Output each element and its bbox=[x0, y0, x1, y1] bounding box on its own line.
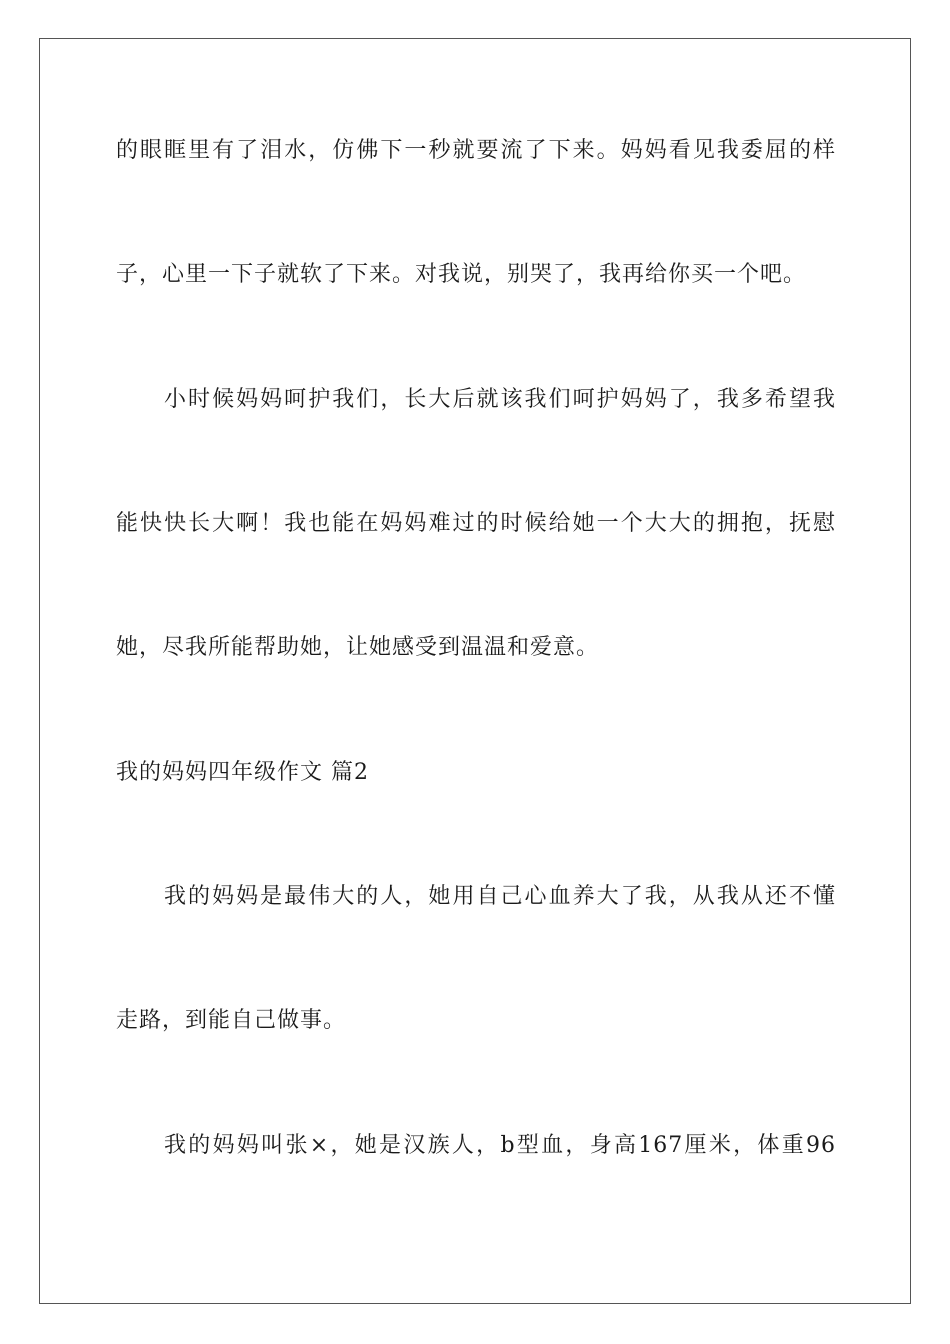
paragraph-line-8: 我的妈妈叫张×，她是汉族人，b型血，身高167厘米，体重96 bbox=[164, 1133, 836, 1158]
page-frame bbox=[39, 38, 911, 1304]
paragraph-line-4: 能快快长大啊！我也能在妈妈难过的时候给她一个大大的拥抱，抚慰 bbox=[116, 511, 836, 536]
paragraph-line-7: 走路，到能自己做事。 bbox=[116, 1008, 347, 1033]
section-heading: 我的妈妈四年级作文 篇2 bbox=[116, 760, 369, 785]
paragraph-line-1: 的眼眶里有了泪水，仿佛下一秒就要流了下来。妈妈看见我委屈的样 bbox=[116, 138, 836, 163]
paragraph-line-6: 我的妈妈是最伟大的人，她用自己心血养大了我，从我从还不懂 bbox=[164, 884, 836, 909]
paragraph-line-3: 小时候妈妈呵护我们，长大后就该我们呵护妈妈了，我多希望我 bbox=[164, 387, 836, 412]
paragraph-line-5: 她，尽我所能帮助她，让她感受到温温和爱意。 bbox=[116, 635, 600, 660]
paragraph-line-2: 子，心里一下子就软了下来。对我说，别哭了，我再给你买一个吧。 bbox=[116, 262, 807, 287]
